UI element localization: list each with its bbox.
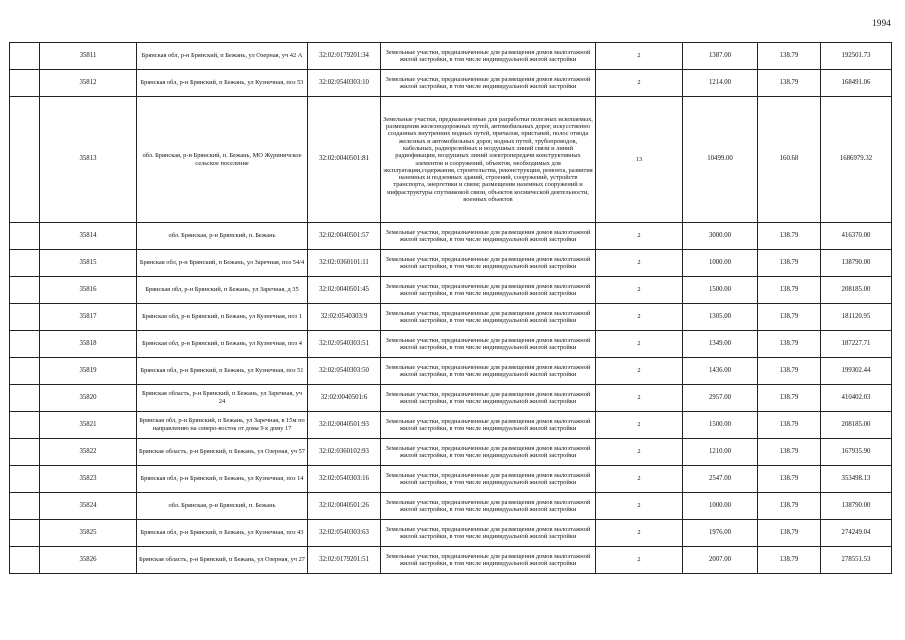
table-row bbox=[10, 250, 892, 277]
use-group-cell: 2 bbox=[596, 439, 683, 466]
address-cell: Брянская обл, р-н Брянский, п Бежань, ул Кузнечная, поз 53 bbox=[137, 70, 308, 97]
address-cell: Брянская обл, р-н Брянский, п Бежань, ул Заречная, в 15м по направлению на северо-восток от дома 9 к дому 17 bbox=[137, 412, 308, 439]
area-cell: 1210.00 bbox=[683, 439, 758, 466]
area-cell: 2957.00 bbox=[683, 385, 758, 412]
area-cell: 1000.00 bbox=[683, 493, 758, 520]
cadastral-number-cell: 32:02:0540303:50 bbox=[308, 358, 381, 385]
cadastral-number-cell: 32:02:0179201:34 bbox=[308, 43, 381, 70]
cadastral-number-cell: 32:02:0360102:93 bbox=[308, 439, 381, 466]
address-cell: Брянская обл, р-н Брянский, п Бежань, ул Кузнечная, поз 43 bbox=[137, 520, 308, 547]
cadastral-number-cell: 32:02:0540303:10 bbox=[308, 70, 381, 97]
use-group-cell: 2 bbox=[596, 304, 683, 331]
land-use-cell: Земельные участки, предназначенные для размещения домов малоэтажной жилой застройки, в том числе индивидуальной жилой застройки bbox=[381, 331, 596, 358]
area-cell: 3000.00 bbox=[683, 223, 758, 250]
land-use-cell: Земельные участки, предназначенные для размещения домов малоэтажной жилой застройки, в том числе индивидуальной жилой застройки bbox=[381, 547, 596, 574]
area-cell: 10499.00 bbox=[683, 97, 758, 223]
cadastral-value-cell: 274249.04 bbox=[821, 520, 892, 547]
table-row bbox=[10, 43, 892, 70]
cadastral-number-cell: 32:02:0040501:45 bbox=[308, 277, 381, 304]
table-body bbox=[10, 43, 892, 574]
use-group-cell: 2 bbox=[596, 547, 683, 574]
use-group-cell: 2 bbox=[596, 493, 683, 520]
table-row bbox=[10, 493, 892, 520]
unit-rate-cell: 138.79 bbox=[758, 547, 821, 574]
blank-cell bbox=[10, 439, 40, 466]
table-row bbox=[10, 97, 892, 223]
use-group-cell: 2 bbox=[596, 250, 683, 277]
cadastral-value-cell: 208185.00 bbox=[821, 277, 892, 304]
cadastral-value-cell: 192501.73 bbox=[821, 43, 892, 70]
cadastral-number-cell: 32:02:0040501:81 bbox=[308, 97, 381, 223]
use-group-cell: 2 bbox=[596, 358, 683, 385]
use-group-cell: 2 bbox=[596, 223, 683, 250]
unit-rate-cell: 160.68 bbox=[758, 97, 821, 223]
unit-rate-cell: 138.79 bbox=[758, 466, 821, 493]
cadastral-value-cell: 181120.95 bbox=[821, 304, 892, 331]
area-cell: 1500.00 bbox=[683, 412, 758, 439]
unit-rate-cell: 138.79 bbox=[758, 331, 821, 358]
land-use-cell: Земельные участки, предназначенные для разработки полезных ископаемых, размещения железнодорожных путей, автомобильных дорог, искусственно созданных внутренних водных путей, причалов, пристаней, полос отвода железных и автомобильных дорог, водных путей, трубопроводов, кабельных, радиорелейных и воздушных линий связи и линий радиофикации, воздушных линий электропередачи конструктивных элементов и сооружений, объектов, необходимых для эксплуатации,содержания, строительства, реконструкции, ремонта, развития наземных и подземных зданий, строений, сооружений, устройств транспорта, энергетики и связи; размещения наземных сооружений и инфраструктуры спутниковой связи, объектов космической деятельности, военных объектов bbox=[381, 97, 596, 223]
land-use-cell: Земельные участки, предназначенные для размещения домов малоэтажной жилой застройки, в том числе индивидуальной жилой застройки bbox=[381, 250, 596, 277]
unit-rate-cell: 138.79 bbox=[758, 223, 821, 250]
cadastral-value-cell: 138790.00 bbox=[821, 250, 892, 277]
area-cell: 2007.00 bbox=[683, 547, 758, 574]
area-cell: 2547.00 bbox=[683, 466, 758, 493]
land-use-cell: Земельные участки, предназначенные для размещения домов малоэтажной жилой застройки, в том числе индивидуальной жилой застройки bbox=[381, 439, 596, 466]
record-number-cell: 35812 bbox=[40, 70, 137, 97]
address-cell: Брянская обл, р-н Брянский, п Бежань, ул Заречная, д 35 bbox=[137, 277, 308, 304]
record-number-cell: 35821 bbox=[40, 412, 137, 439]
area-cell: 1436.00 bbox=[683, 358, 758, 385]
cadastral-number-cell: 32:02:0040501:57 bbox=[308, 223, 381, 250]
land-use-cell: Земельные участки, предназначенные для размещения домов малоэтажной жилой застройки, в том числе индивидуальной жилой застройки bbox=[381, 466, 596, 493]
blank-cell bbox=[10, 277, 40, 304]
blank-cell bbox=[10, 43, 40, 70]
use-group-cell: 2 bbox=[596, 70, 683, 97]
address-cell: Брянская область, р-н Брянский, п Бежань, ул Озерная, уч 27 bbox=[137, 547, 308, 574]
record-number-cell: 35825 bbox=[40, 520, 137, 547]
blank-cell bbox=[10, 250, 40, 277]
unit-rate-cell: 138.79 bbox=[758, 43, 821, 70]
blank-cell bbox=[10, 412, 40, 439]
unit-rate-cell: 138.79 bbox=[758, 70, 821, 97]
address-cell: Брянская обл, р-н Брянский, п Бежань, ул Заречная, поз 54/4 bbox=[137, 250, 308, 277]
record-number-cell: 35823 bbox=[40, 466, 137, 493]
record-number-cell: 35811 bbox=[40, 43, 137, 70]
address-cell: Брянская область, р-н Брянский, п Бежань, ул Озерная, уч 57 bbox=[137, 439, 308, 466]
table-row bbox=[10, 439, 892, 466]
blank-cell bbox=[10, 70, 40, 97]
address-cell: Брянская область, р-н Брянский, п Бежань, ул Заречная, уч 24 bbox=[137, 385, 308, 412]
area-cell: 1000.00 bbox=[683, 250, 758, 277]
blank-cell bbox=[10, 466, 40, 493]
use-group-cell: 2 bbox=[596, 466, 683, 493]
use-group-cell: 2 bbox=[596, 520, 683, 547]
cadastral-value-cell: 410402.03 bbox=[821, 385, 892, 412]
cadastral-number-cell: 32:02:0540303:16 bbox=[308, 466, 381, 493]
area-cell: 1976.00 bbox=[683, 520, 758, 547]
unit-rate-cell: 138.79 bbox=[758, 304, 821, 331]
address-cell: Брянская обл, р-н Брянский, п Бежань, ул Кузнечная, поз 14 bbox=[137, 466, 308, 493]
record-number-cell: 35815 bbox=[40, 250, 137, 277]
unit-rate-cell: 138.79 bbox=[758, 439, 821, 466]
record-number-cell: 35817 bbox=[40, 304, 137, 331]
cadastral-number-cell: 32:02:0360101:11 bbox=[308, 250, 381, 277]
record-number-cell: 35819 bbox=[40, 358, 137, 385]
record-number-cell: 35816 bbox=[40, 277, 137, 304]
land-use-cell: Земельные участки, предназначенные для размещения домов малоэтажной жилой застройки, в том числе индивидуальной жилой застройки bbox=[381, 43, 596, 70]
use-group-cell: 2 bbox=[596, 412, 683, 439]
use-group-cell: 2 bbox=[596, 385, 683, 412]
unit-rate-cell: 138.79 bbox=[758, 520, 821, 547]
blank-cell bbox=[10, 385, 40, 412]
area-cell: 1349.00 bbox=[683, 331, 758, 358]
cadastral-value-cell: 208185.00 bbox=[821, 412, 892, 439]
table-row bbox=[10, 358, 892, 385]
cadastral-value-cell: 278551.53 bbox=[821, 547, 892, 574]
blank-cell bbox=[10, 223, 40, 250]
cadastral-number-cell: 32:02:0540303:51 bbox=[308, 331, 381, 358]
record-number-cell: 35813 bbox=[40, 97, 137, 223]
table-row bbox=[10, 70, 892, 97]
page-number: 1994 bbox=[872, 18, 891, 28]
record-number-cell: 35826 bbox=[40, 547, 137, 574]
blank-cell bbox=[10, 547, 40, 574]
unit-rate-cell: 138.79 bbox=[758, 493, 821, 520]
blank-cell bbox=[10, 304, 40, 331]
table-row bbox=[10, 385, 892, 412]
unit-rate-cell: 138.79 bbox=[758, 358, 821, 385]
record-number-cell: 35818 bbox=[40, 331, 137, 358]
use-group-cell: 2 bbox=[596, 331, 683, 358]
record-number-cell: 35824 bbox=[40, 493, 137, 520]
unit-rate-cell: 138.79 bbox=[758, 412, 821, 439]
cadastral-number-cell: 32:02:0040501:6 bbox=[308, 385, 381, 412]
cadastral-value-cell: 353498.13 bbox=[821, 466, 892, 493]
table-row bbox=[10, 466, 892, 493]
blank-cell bbox=[10, 493, 40, 520]
address-cell: Брянская обл, р-н Брянский, п Бежань, ул Кузнечная, поз 4 bbox=[137, 331, 308, 358]
area-cell: 1500.00 bbox=[683, 277, 758, 304]
cadastral-number-cell: 32:02:0040501:26 bbox=[308, 493, 381, 520]
land-use-cell: Земельные участки, предназначенные для размещения домов малоэтажной жилой застройки, в том числе индивидуальной жилой застройки bbox=[381, 304, 596, 331]
land-use-cell: Земельные участки, предназначенные для размещения домов малоэтажной жилой застройки, в том числе индивидуальной жилой застройки bbox=[381, 277, 596, 304]
address-cell: обл. Брянская, р-н Брянский, п. Бежань bbox=[137, 223, 308, 250]
table-row bbox=[10, 547, 892, 574]
unit-rate-cell: 138.79 bbox=[758, 250, 821, 277]
address-cell: обл. Брянская, р-н Брянский, п. Бежань, МО Журиничское сельское поселение bbox=[137, 97, 308, 223]
land-use-cell: Земельные участки, предназначенные для размещения домов малоэтажной жилой застройки, в том числе индивидуальной жилой застройки bbox=[381, 520, 596, 547]
cadastral-value-cell: 416370.00 bbox=[821, 223, 892, 250]
table-row bbox=[10, 223, 892, 250]
cadastral-value-cell: 1686979.32 bbox=[821, 97, 892, 223]
land-use-cell: Земельные участки, предназначенные для размещения домов малоэтажной жилой застройки, в том числе индивидуальной жилой застройки bbox=[381, 493, 596, 520]
table-row bbox=[10, 304, 892, 331]
blank-cell bbox=[10, 331, 40, 358]
cadastral-value-cell: 187227.71 bbox=[821, 331, 892, 358]
address-cell: обл. Брянская, р-н Брянский, п. Бежань bbox=[137, 493, 308, 520]
blank-cell bbox=[10, 520, 40, 547]
cadastral-number-cell: 32:02:0040501:93 bbox=[308, 412, 381, 439]
address-cell: Брянская обл, р-н Брянский, п Бежань, ул Кузнечная, поз 1 bbox=[137, 304, 308, 331]
unit-rate-cell: 138.79 bbox=[758, 385, 821, 412]
area-cell: 1214.00 bbox=[683, 70, 758, 97]
land-use-cell: Земельные участки, предназначенные для размещения домов малоэтажной жилой застройки, в том числе индивидуальной жилой застройки bbox=[381, 223, 596, 250]
record-number-cell: 35814 bbox=[40, 223, 137, 250]
use-group-cell: 2 bbox=[596, 277, 683, 304]
blank-cell bbox=[10, 97, 40, 223]
blank-cell bbox=[10, 358, 40, 385]
cadastral-number-cell: 32:02:0540303:9 bbox=[308, 304, 381, 331]
land-use-cell: Земельные участки, предназначенные для размещения домов малоэтажной жилой застройки, в том числе индивидуальной жилой застройки bbox=[381, 412, 596, 439]
land-use-cell: Земельные участки, предназначенные для размещения домов малоэтажной жилой застройки, в том числе индивидуальной жилой застройки bbox=[381, 385, 596, 412]
area-cell: 1387.00 bbox=[683, 43, 758, 70]
land-use-cell: Земельные участки, предназначенные для размещения домов малоэтажной жилой застройки, в том числе индивидуальной жилой застройки bbox=[381, 70, 596, 97]
use-group-cell: 2 bbox=[596, 43, 683, 70]
cadastral-value-cell: 168491.06 bbox=[821, 70, 892, 97]
cadastral-value-cell: 199302.44 bbox=[821, 358, 892, 385]
area-cell: 1305.00 bbox=[683, 304, 758, 331]
table-row bbox=[10, 412, 892, 439]
cadastral-number-cell: 32:02:0179201:51 bbox=[308, 547, 381, 574]
table-row bbox=[10, 277, 892, 304]
cadastral-value-cell: 167935.90 bbox=[821, 439, 892, 466]
cadastral-value-cell: 138790.00 bbox=[821, 493, 892, 520]
use-group-cell: 13 bbox=[596, 97, 683, 223]
table-row bbox=[10, 520, 892, 547]
table-row bbox=[10, 331, 892, 358]
land-use-cell: Земельные участки, предназначенные для размещения домов малоэтажной жилой застройки, в том числе индивидуальной жилой застройки bbox=[381, 358, 596, 385]
land-registry-table bbox=[9, 42, 892, 574]
cadastral-number-cell: 32:02:0540303:63 bbox=[308, 520, 381, 547]
record-number-cell: 35820 bbox=[40, 385, 137, 412]
record-number-cell: 35822 bbox=[40, 439, 137, 466]
unit-rate-cell: 138.79 bbox=[758, 277, 821, 304]
address-cell: Брянская обл, р-н Брянский, п Бежань, ул Кузнечная, поз 51 bbox=[137, 358, 308, 385]
address-cell: Брянская обл, р-н Брянский, п Бежань, ул Озерная, уч 42 А bbox=[137, 43, 308, 70]
